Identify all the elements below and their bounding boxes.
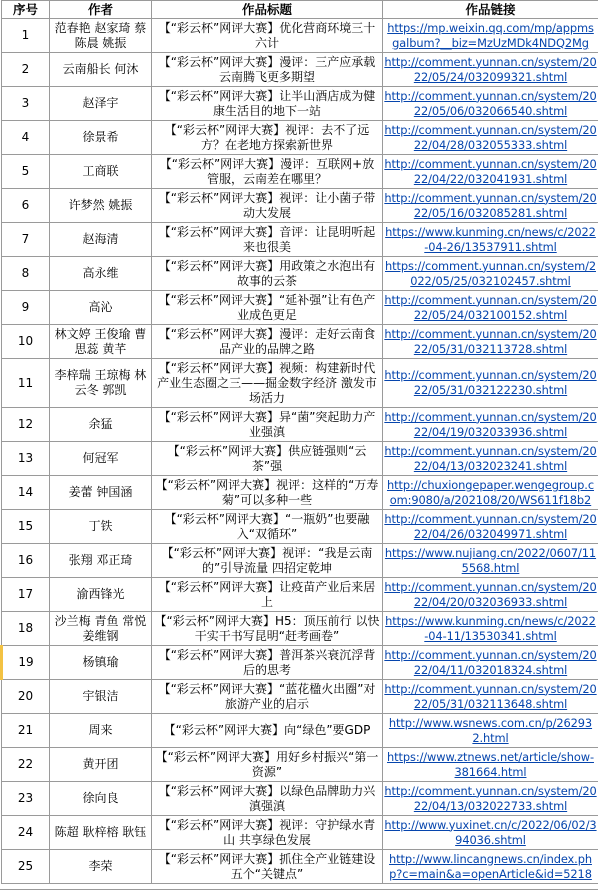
row-link[interactable]: http://comment.yunnan.cn/system/2022/05/24/032099321.shtml [384, 54, 597, 84]
row-title: 【“彩云杯”网评大赛】供应链强则“云茶”强 [167, 443, 367, 473]
row-title: 【“彩云杯”网评大赛】用政策之水泡出有故事的云茶 [158, 258, 376, 288]
row-link[interactable]: http://www.wsnews.com.cn/p/262932.html [388, 715, 593, 745]
row-link[interactable]: https://www.nujiang.cn/2022/0607/115568.html [384, 545, 597, 575]
row-author-cell [50, 19, 152, 53]
row-link[interactable]: http://comment.yunnan.cn/system/2022/04/13/032022733.shtml [384, 783, 597, 813]
row-author: 徐向良 [82, 791, 119, 805]
row-number-cell [2, 544, 50, 578]
row-link-cell [383, 408, 598, 442]
table-row [2, 646, 598, 680]
row-author-cell [50, 257, 152, 291]
row-title: 【“彩云杯”网评大赛】用好乡村振兴“第一资源” [155, 749, 379, 779]
row-number: 8 [21, 266, 30, 280]
table-row [2, 816, 598, 850]
header-link: 作品链接 [383, 1, 598, 19]
row-link[interactable]: http://comment.yunnan.cn/system/2022/05/31/032122230.shtml [384, 368, 597, 397]
table-row [2, 325, 598, 359]
table-row [2, 680, 598, 714]
row-author: 黄开团 [82, 757, 119, 771]
row-author: 云南船长 何沐 [62, 62, 139, 76]
row-author: 张翔 邓正琦 [68, 553, 133, 567]
row-author-cell [50, 121, 152, 155]
header-row [2, 1, 598, 19]
table-row [2, 155, 598, 189]
row-title-cell [152, 19, 383, 53]
row-title: 【“彩云杯”网评大赛】向“绿色”要GDP [163, 723, 371, 737]
row-number: 23 [17, 791, 34, 805]
row-title: 【“彩云杯”网评大赛】漫评：三产应承载云南腾飞更多期望 [158, 54, 376, 84]
table-row [2, 612, 598, 646]
row-number: 17 [17, 587, 34, 601]
row-number: 10 [17, 334, 34, 348]
row-title-cell [152, 680, 383, 714]
table-row [2, 442, 598, 476]
row-title: 【“彩云杯”网评大赛】视频：构建新时代产业生态圈之三——掘金数字经济 激发市场活力 [157, 360, 377, 405]
row-author-cell [50, 578, 152, 612]
row-author: 高沁 [88, 300, 113, 314]
table-row [2, 510, 598, 544]
row-link[interactable]: http://comment.yunnan.cn/system/2022/04/20/032036933.shtml [384, 579, 597, 609]
row-title: 【“彩云杯”网评大赛】普洱茶兴衰沉浮背后的思考 [158, 647, 376, 677]
table-row [2, 850, 598, 884]
table-row [2, 87, 598, 121]
row-number-cell [2, 87, 50, 121]
row-title-cell [152, 325, 383, 359]
row-author-cell [50, 53, 152, 87]
row-link[interactable]: https://www.kunming.cn/news/c/2022-04-26/13537911.shtml [385, 224, 596, 254]
row-number-cell [2, 816, 50, 850]
row-link[interactable]: http://comment.yunnan.cn/system/2022/05/16/032085281.shtml [384, 190, 597, 220]
row-link-cell [383, 782, 598, 816]
row-number-cell [2, 359, 50, 408]
row-link[interactable]: http://comment.yunnan.cn/system/2022/04/28/032055333.shtml [384, 122, 597, 152]
row-title-cell [152, 646, 383, 680]
row-title: 【“彩云杯”网评大赛】视评：去不了远方？在老地方探索新世界 [164, 122, 370, 152]
row-number-cell [2, 646, 50, 680]
row-author: 周来 [88, 723, 113, 737]
row-author-cell [50, 646, 152, 680]
row-link-cell [383, 325, 598, 359]
row-author: 李荣 [88, 859, 113, 873]
row-link-cell [383, 155, 598, 189]
row-author-cell [50, 442, 152, 476]
row-number-cell [2, 155, 50, 189]
row-number-cell [2, 680, 50, 714]
row-author-cell [50, 359, 152, 408]
row-title-cell [152, 714, 383, 748]
row-link-cell [383, 87, 598, 121]
row-number-cell [2, 578, 50, 612]
row-author-cell [50, 680, 152, 714]
row-title-cell [152, 359, 383, 408]
table-row [2, 748, 598, 782]
row-author-cell [50, 748, 152, 782]
row-link[interactable]: http://comment.yunnan.cn/system/2022/05/31/032113728.shtml [384, 326, 597, 356]
table-row [2, 476, 598, 510]
row-title: 【“彩云杯”网评大赛】“一瓶奶”也要融入“双循环” [164, 511, 370, 541]
row-number-cell [2, 19, 50, 53]
row-link[interactable]: http://comment.yunnan.cn/system/2022/04/22/032041931.shtml [384, 156, 597, 186]
row-author: 沙兰梅 青鱼 常悦 姜维钢 [54, 613, 147, 643]
row-number-cell [2, 850, 50, 884]
row-title-cell [152, 544, 383, 578]
row-link[interactable]: http://comment.yunnan.cn/system/2022/04/26/032049971.shtml [384, 511, 597, 541]
row-link-cell [383, 442, 598, 476]
row-author: 范春艳 赵家琦 蔡陈晨 姚振 [54, 20, 147, 50]
row-number: 21 [17, 723, 34, 737]
row-title-cell [152, 476, 383, 510]
row-author: 赵泽宇 [82, 96, 119, 110]
row-link-cell [383, 291, 598, 325]
row-author-cell [50, 223, 152, 257]
row-title: 【“彩云杯”网评大赛】以绿色品牌助力兴滇强滇 [158, 783, 376, 813]
row-title-cell [152, 121, 383, 155]
table-row [2, 359, 598, 408]
table-row [2, 291, 598, 325]
row-number-cell [2, 714, 50, 748]
row-number: 9 [21, 300, 30, 314]
row-number: 14 [17, 485, 34, 499]
row-number-cell [2, 748, 50, 782]
row-link-cell [383, 510, 598, 544]
row-number: 1 [21, 28, 30, 42]
row-author: 渝西锋光 [76, 587, 125, 601]
row-number: 5 [21, 164, 30, 178]
row-link-cell [383, 53, 598, 87]
row-title-cell [152, 257, 383, 291]
row-author: 赵海清 [82, 232, 119, 246]
row-title: 【“彩云杯”网评大赛】优化营商环境三十六计 [158, 20, 376, 50]
row-title: 【“彩云杯”网评大赛】视评：让小菌子带动大发展 [158, 190, 376, 220]
row-number: 15 [17, 519, 34, 533]
table-row [2, 223, 598, 257]
row-author: 陈超 耿梓榕 耿钰 [54, 825, 147, 839]
row-author: 许梦然 姚振 [68, 198, 133, 212]
row-number-cell [2, 189, 50, 223]
row-title: 【“彩云杯”网评大赛】异“菌”突起助力产业强滇 [158, 409, 376, 439]
table-row [2, 782, 598, 816]
row-title-cell [152, 850, 383, 884]
table-row [2, 408, 598, 442]
row-number: 6 [21, 198, 30, 212]
table-row [2, 544, 598, 578]
row-author-cell [50, 408, 152, 442]
row-number-cell [2, 476, 50, 510]
row-number: 16 [17, 553, 34, 567]
row-author-cell [50, 325, 152, 359]
row-number: 24 [17, 825, 34, 839]
row-number: 20 [17, 689, 34, 703]
row-number: 4 [21, 130, 30, 144]
row-link-cell [383, 121, 598, 155]
row-number-cell [2, 291, 50, 325]
row-number: 13 [17, 451, 34, 465]
row-title-cell [152, 510, 383, 544]
row-link[interactable]: http://www.lincangnews.cn/index.php?c=main&a=openArticle&id=5218 [389, 851, 592, 881]
row-author: 姜蕾 钟国涵 [68, 485, 133, 499]
row-number: 11 [17, 375, 34, 390]
row-author: 徐景希 [82, 130, 119, 144]
row-author-cell [50, 850, 152, 884]
row-number-cell [2, 223, 50, 257]
row-title: 【“彩云杯”网评大赛】“蓝花楹火出圈”对旅游产业的启示 [158, 681, 376, 711]
row-number-cell [2, 408, 50, 442]
row-author-cell [50, 476, 152, 510]
row-link-cell [383, 578, 598, 612]
row-title-cell [152, 578, 383, 612]
row-title-cell [152, 291, 383, 325]
row-link[interactable]: http://comment.yunnan.cn/system/2022/05/31/032113648.shtml [384, 681, 597, 711]
row-title: 【“彩云杯”网评大赛】视评：“我是云南的”引导流量 四招定乾坤 [161, 545, 373, 575]
row-number: 12 [17, 417, 34, 431]
table-row [2, 19, 598, 53]
row-author-cell [50, 87, 152, 121]
row-number: 25 [17, 859, 34, 873]
table-row [2, 189, 598, 223]
row-link[interactable]: https://comment.yunnan.cn/system/2022/05/25/032102457.shtml [385, 258, 596, 288]
row-link-cell [383, 544, 598, 578]
row-title-cell [152, 612, 383, 646]
row-title: 【“彩云杯”网评大赛】让疫苗产业后来居上 [158, 579, 376, 609]
row-author: 何冠军 [82, 451, 119, 465]
row-author-cell [50, 544, 152, 578]
row-title: 【“彩云杯”网评大赛】音评：让昆明听起来也很美 [158, 224, 376, 254]
row-link[interactable]: http://chuxiongepaper.wengegroup.com:9080/a/202108/20/WS611f18b2 [387, 477, 594, 507]
row-author-cell [50, 291, 152, 325]
row-title-cell [152, 223, 383, 257]
row-link-cell [383, 816, 598, 850]
row-author-cell [50, 155, 152, 189]
row-author: 杨镇瑜 [82, 655, 119, 669]
row-number: 19 [18, 655, 34, 669]
row-link-cell [383, 646, 598, 680]
row-title: 【“彩云杯”网评大赛】视评：守护绿水青山 共享绿色发展 [158, 817, 376, 847]
row-title-cell [152, 189, 383, 223]
row-title: 【“彩云杯”网评大赛】让半山酒店成为健康生活目的地下一站 [158, 88, 376, 118]
row-title-cell [152, 816, 383, 850]
row-link[interactable]: https://mp.weixin.qq.com/mp/appmsgalbum?__biz=MzUzMDk4NDQ2Mg [387, 20, 594, 50]
table-row [2, 257, 598, 291]
row-link-cell [383, 359, 598, 408]
row-title: 【“彩云杯”网评大赛】漫评：走好云南食品产业的品牌之路 [158, 326, 376, 356]
row-number: 3 [21, 96, 30, 110]
row-title: 【“彩云杯”网评大赛】抓住全产业链建设五个“关键点” [158, 851, 376, 881]
row-author: 工商联 [82, 164, 119, 178]
row-link-cell [383, 612, 598, 646]
table-row [2, 714, 598, 748]
row-title-cell [152, 408, 383, 442]
row-author: 林文婷 王俊瑜 曹思蕊 黄芊 [54, 326, 147, 356]
row-link-cell [383, 223, 598, 257]
row-author-cell [50, 189, 152, 223]
row-title-cell [152, 782, 383, 816]
row-number: 18 [17, 621, 34, 635]
row-author-cell [50, 714, 152, 748]
row-number-cell [2, 782, 50, 816]
header-title: 作品标题 [152, 1, 383, 19]
row-number-cell [2, 325, 50, 359]
table-row [2, 121, 598, 155]
row-link[interactable]: http://www.yuxinet.cn/c/2022/06/02/394036.shtml [384, 817, 597, 847]
row-number-cell [2, 442, 50, 476]
row-number: 2 [21, 62, 30, 76]
header-number: 序号 [2, 1, 50, 19]
row-title-cell [152, 87, 383, 121]
row-title-cell [152, 748, 383, 782]
row-link-cell [383, 680, 598, 714]
table-row [2, 578, 598, 612]
row-link-cell [383, 714, 598, 748]
row-link[interactable]: http://comment.yunnan.cn/system/2022/04/19/032033936.shtml [384, 409, 597, 439]
row-number-cell [2, 53, 50, 87]
row-link-cell [383, 257, 598, 291]
row-author: 余猛 [88, 417, 113, 431]
row-link[interactable]: http://comment.yunnan.cn/system/2022/04/13/032023241.shtml [384, 443, 597, 473]
row-link-cell [383, 850, 598, 884]
row-title: 【“彩云杯”网评大赛】漫评：互联网+放管服，云南差在哪里？ [159, 156, 375, 186]
row-link[interactable]: https://www.ztnews.net/article/show-381664.html [387, 749, 594, 779]
row-link-cell [383, 189, 598, 223]
row-author-cell [50, 816, 152, 850]
row-title: 【“彩云杯”网评大赛】“延补强”让有色产业成色更足 [158, 292, 376, 322]
row-number-cell [2, 257, 50, 291]
row-title-cell [152, 442, 383, 476]
row-number: 7 [21, 232, 30, 246]
row-link[interactable]: http://comment.yunnan.cn/system/2022/04/11/032018324.shtml [384, 647, 597, 677]
row-link[interactable]: https://www.kunming.cn/news/c/2022-04-11/13530341.shtml [385, 613, 596, 643]
table-row [2, 53, 598, 87]
row-link-cell [383, 19, 598, 53]
row-link[interactable]: http://comment.yunnan.cn/system/2022/05/24/032100152.shtml [384, 292, 597, 322]
row-number-cell [2, 510, 50, 544]
row-number-cell [2, 612, 50, 646]
row-title-cell [152, 155, 383, 189]
header-author: 作者 [50, 1, 152, 19]
row-author-cell [50, 510, 152, 544]
row-link-cell [383, 748, 598, 782]
row-title-cell [152, 53, 383, 87]
row-title: 【“彩云杯”网评大赛】H5：顶压前行 以快干实干书写昆明“赶考画卷” [154, 613, 380, 643]
row-author: 宇银洁 [82, 689, 119, 703]
row-author: 丁铁 [88, 519, 113, 533]
row-author-cell [50, 782, 152, 816]
row-author: 李梓瑞 王琼梅 林云冬 郭凯 [54, 368, 147, 397]
row-number-cell [2, 121, 50, 155]
row-link[interactable]: http://comment.yunnan.cn/system/2022/05/06/032066540.shtml [384, 88, 597, 118]
row-title: 【“彩云杯”网评大赛】视评：这样的“万寿菊”可以多种一些 [155, 477, 379, 507]
row-author: 高永维 [82, 266, 119, 280]
row-number: 22 [17, 757, 34, 771]
row-author-cell [50, 612, 152, 646]
table-body [2, 19, 598, 884]
row-link-cell [383, 476, 598, 510]
